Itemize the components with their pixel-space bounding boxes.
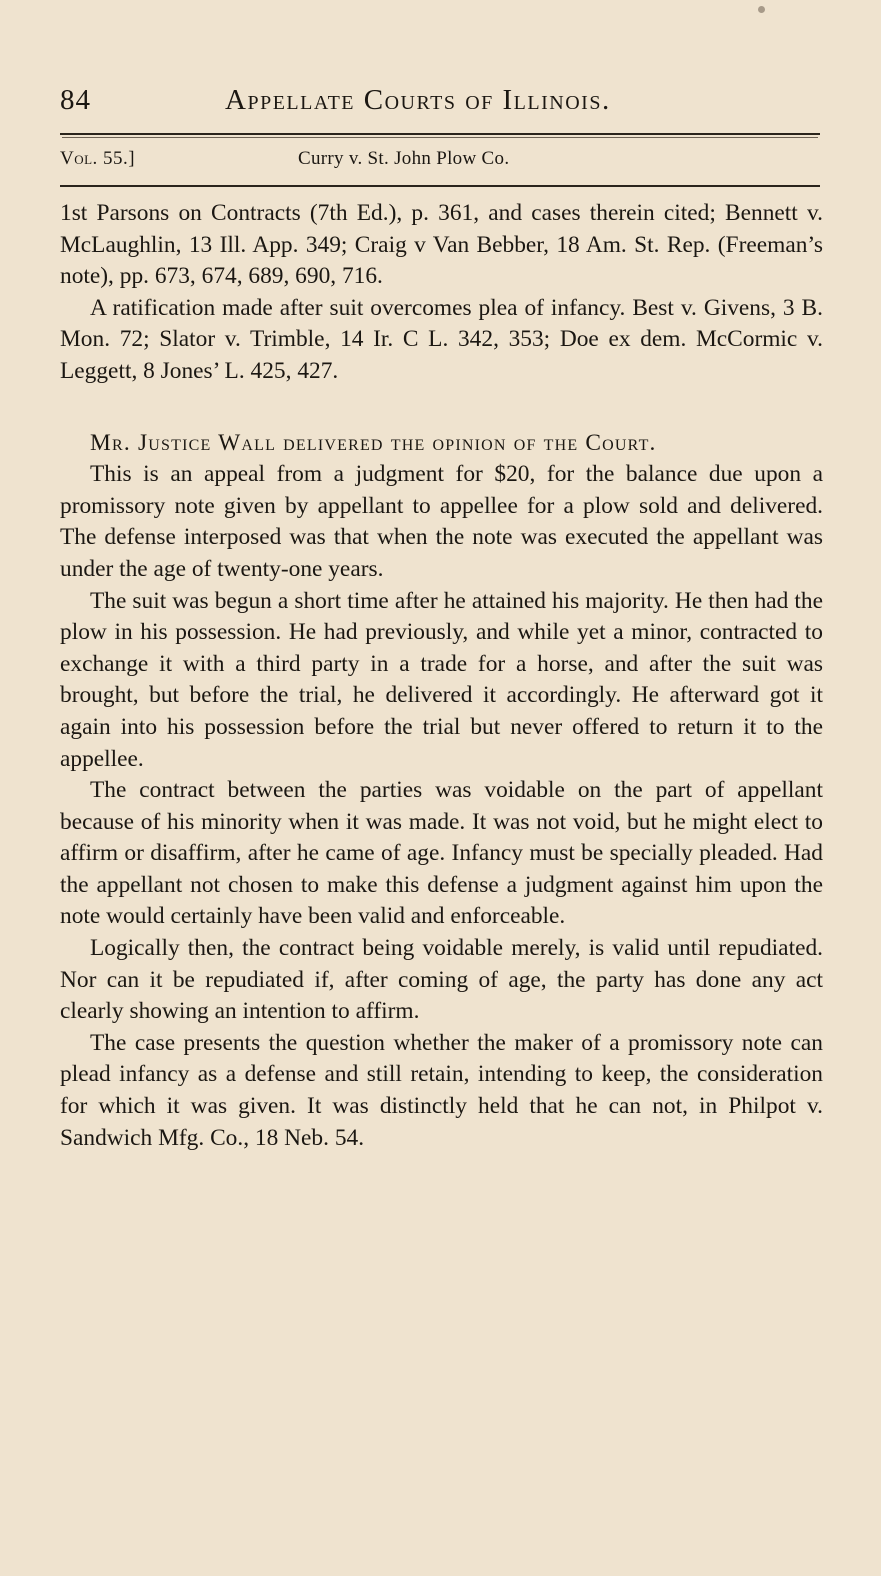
page-body (60, 198, 823, 1154)
top-rule (60, 133, 820, 135)
bottom-rule (60, 185, 820, 187)
volume-label: Vol. 55.] (60, 148, 136, 169)
case-title: Curry v. St. John Plow Co. (298, 148, 510, 169)
opinion-paragraph: The case presents the question whether the maker of a promissory note can plead infancy as a defense and still retain, intending to keep, the consideration for which it was given. It was distinctly held that he can not, in Philpot v. Sandwich Mfg. Co., 18 Neb. 54. (60, 1029, 823, 1151)
opinion-paragraph: The suit was begun a short time after he attained his majority. He then had the plow in his possession. He had previously, and while yet a minor, contracted to exchange it with a third party in a trade for a horse, and after the suit was brought, but before the trial, he delivered it accordingly. He afterward got it again into his possession before the trial but never offered to return it to the appellee. (60, 587, 823, 772)
page-number: 84 (60, 84, 91, 116)
ink-speck (758, 6, 765, 13)
opinion-paragraph: Logically then, the contract being voidable merely, is valid until repudiated. Nor can it be repudiated if, after coming of age, the party has done any act clearly showing an intention to affirm. (60, 935, 823, 1025)
citation-paragraph: A ratification made after suit overcomes plea of infancy. Best v. Givens, 3 B. Mon. 72; Slator v. Trimble, 14 Ir. C L. 342, 353; Doe ex dem. McCormic v. Leggett, 8 Jones’ L. 425, 427. (60, 294, 823, 384)
case-line (60, 148, 820, 178)
section-gap (60, 388, 823, 428)
opinion-paragraph: The contract between the parties was voidable on the part of appellant because of his minority when it was made. It was not void, but he might elect to affirm or disaffirm, after he came of age. Infancy must be specially pleaded. Had the appellant not chosen to make this defense a judgment against him upon the note would certainly have been valid and enforceable. (60, 777, 823, 930)
running-head (60, 84, 820, 130)
citation-paragraph: 1st Parsons on Contracts (7th Ed.), p. 361, and cases therein cited; Bennett v. McLaughlin, 13 Ill. App. 349; Craig v Van Bebber, 18 Am. St. Rep. (Freeman’s note), pp. 673, 674, 689, 690, 716. (60, 200, 823, 290)
opinion-paragraph: This is an appeal from a judgment for $20, for the balance due upon a promissory note given by appellant to appellee for a plow sold and delivered. The defense interposed was that when the note was executed the appellant was under the age of twenty-one years. (60, 461, 823, 582)
opinion-heading: Mr. Justice Wall delivered the opinion of the Court. (90, 429, 657, 456)
top-rule-thin (62, 137, 818, 138)
running-title: Appellate Courts of Illinois. (225, 84, 611, 116)
